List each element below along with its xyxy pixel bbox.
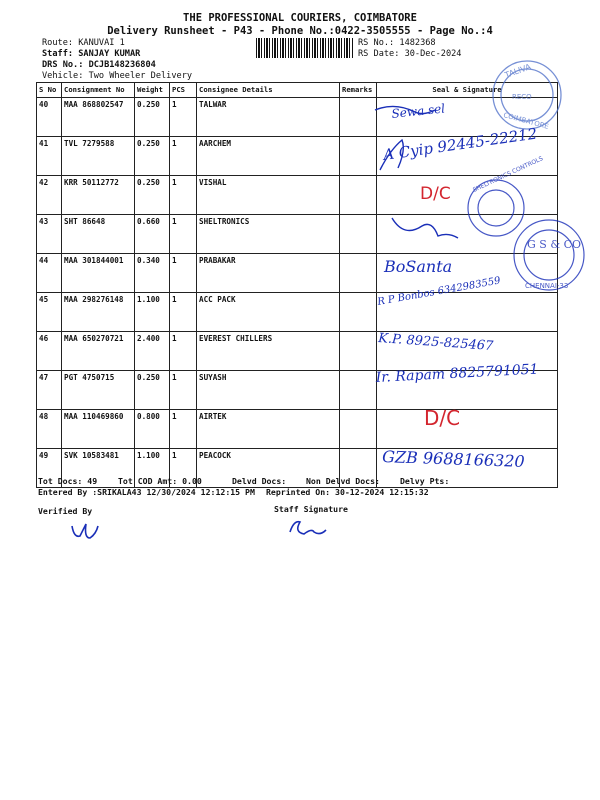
delvd-docs: Delvd Docs: [232, 476, 287, 486]
handwritten-signature: Ir. Rapam 8825791051 [375, 361, 539, 386]
cell-consignee: PRABAKAR [197, 254, 340, 293]
cell-sno: 48 [37, 410, 62, 449]
cell-weight: 0.800 [135, 410, 170, 449]
col-seal-signature: Seal & Signature [377, 83, 558, 98]
cell-remarks [340, 215, 377, 254]
handwritten-signature: K.P. 8925-825467 [377, 331, 494, 355]
cell-remarks [340, 293, 377, 332]
cell-weight: 0.250 [135, 137, 170, 176]
cell-consignment: MAA 110469860 [62, 410, 135, 449]
staff-label: Staff: SANJAY KUMAR [42, 49, 141, 59]
col-consignee: Consignee Details [197, 83, 340, 98]
cell-consignment: PGT 4750715 [62, 371, 135, 410]
cell-consignment: MAA 301844001 [62, 254, 135, 293]
cell-consignee: VISHAL [197, 176, 340, 215]
cell-sno: 43 [37, 215, 62, 254]
cell-sno: 46 [37, 332, 62, 371]
staff-signature [290, 522, 326, 534]
table-row [37, 137, 558, 176]
stamp-text: COIMBATORE [502, 111, 550, 131]
reprinted-on: Reprinted On: 30-12-2024 12:15:32 [266, 487, 429, 497]
cell-consignment: SVK 10583481 [62, 449, 135, 488]
cell-remarks [340, 254, 377, 293]
delvy-pts: Delvy Pts: [400, 476, 450, 486]
table-header-row [37, 83, 558, 98]
cell-pcs: 1 [170, 332, 197, 371]
cell-weight: 0.250 [135, 176, 170, 215]
col-consignment: Consignment No [62, 83, 135, 98]
col-sno: S No [37, 83, 62, 98]
cell-weight: 0.250 [135, 98, 170, 137]
cell-consignment: SHT 86648 [62, 215, 135, 254]
cell-pcs: 1 [170, 176, 197, 215]
dc-mark: D/C [424, 406, 461, 430]
cell-weight: 0.250 [135, 371, 170, 410]
cell-signature [377, 137, 558, 176]
tot-cod-amt: Tot COD Amt: 0.00 [118, 476, 202, 486]
runsheet-table [36, 82, 558, 488]
stamp-text: SHELTRONICS CONTROLS [471, 155, 545, 194]
cell-consignment: MAA 298276148 [62, 293, 135, 332]
stamp-text: G S & CO [527, 238, 582, 251]
cell-weight: 0.340 [135, 254, 170, 293]
cell-consignee: AARCHEM [197, 137, 340, 176]
handwritten-signature: BoSanta [384, 257, 453, 276]
cell-sno: 47 [37, 371, 62, 410]
cell-signature [377, 293, 558, 332]
cell-signature [377, 176, 558, 215]
handwritten-signature: R P Bonbos 6342983559 [376, 275, 502, 308]
table-row [37, 98, 558, 137]
handwritten-signature: Sewa sel [390, 101, 446, 121]
cell-signature [377, 98, 558, 137]
cell-consignee: SUYASH [197, 371, 340, 410]
col-pcs: PCS [170, 83, 197, 98]
cell-signature [377, 332, 558, 371]
non-delvd-docs: Non Delvd Docs: [306, 476, 380, 486]
cell-pcs: 1 [170, 449, 197, 488]
cell-remarks [340, 332, 377, 371]
col-remarks: Remarks [340, 83, 377, 98]
barcode [256, 38, 354, 58]
cell-remarks [340, 410, 377, 449]
cell-weight: 2.400 [135, 332, 170, 371]
cell-pcs: 1 [170, 410, 197, 449]
table-row [37, 449, 558, 488]
cell-remarks [340, 176, 377, 215]
cell-pcs: 1 [170, 215, 197, 254]
rs-no-label: RS No.: 1482368 [358, 38, 436, 48]
cell-weight: 1.100 [135, 293, 170, 332]
cell-weight: 0.660 [135, 215, 170, 254]
dc-mark: D/C [420, 184, 451, 204]
cell-pcs: 1 [170, 137, 197, 176]
handwritten-signature: A Cyip 92445-22212 [382, 124, 539, 164]
table-row [37, 371, 558, 410]
table-row [37, 293, 558, 332]
table-row [37, 410, 558, 449]
cell-signature [377, 254, 558, 293]
cell-consignee: AIRTEK [197, 410, 340, 449]
rs-date-label: RS Date: 30-Dec-2024 [358, 49, 462, 59]
cell-signature [377, 215, 558, 254]
table-row [37, 332, 558, 371]
tot-docs: Tot Docs: 49 [38, 476, 98, 486]
cell-consignee: TALWAR [197, 98, 340, 137]
table-row [37, 254, 558, 293]
vehicle-label: Vehicle: Two Wheeler Delivery [42, 71, 193, 81]
cell-consignment: MAA 868802547 [62, 98, 135, 137]
cell-sno: 49 [37, 449, 62, 488]
cell-consignment: TVL 7279588 [62, 137, 135, 176]
cell-remarks [340, 371, 377, 410]
entered-by: Entered By :SRIKALA43 12/30/2024 12:12:15 PM [38, 487, 255, 497]
cell-sno: 44 [37, 254, 62, 293]
cell-consignee: EVEREST CHILLERS [197, 332, 340, 371]
cell-sno: 45 [37, 293, 62, 332]
stamp-text: TALIVA [503, 62, 533, 80]
cell-consignee: PEACOCK [197, 449, 340, 488]
cell-signature [377, 371, 558, 410]
cell-consignment: KRR 50112772 [62, 176, 135, 215]
cell-signature [377, 410, 558, 449]
cell-pcs: 1 [170, 371, 197, 410]
table-row [37, 215, 558, 254]
cell-weight: 1.100 [135, 449, 170, 488]
cell-pcs: 1 [170, 98, 197, 137]
cell-sno: 42 [37, 176, 62, 215]
verified-signature [72, 524, 98, 538]
cell-sno: 40 [37, 98, 62, 137]
staff-signature-label: Staff Signature [274, 504, 348, 514]
stamp-text: CHENNAI-33 [525, 282, 569, 290]
handwritten-signature: GZB 9688166320 [381, 447, 525, 471]
cell-pcs: 1 [170, 254, 197, 293]
route-label: Route: KANUVAI 1 [42, 38, 125, 48]
cell-sno: 41 [37, 137, 62, 176]
cell-remarks [340, 98, 377, 137]
cell-remarks [340, 137, 377, 176]
runsheet-subtitle: Delivery Runsheet - P43 - Phone No.:0422-3505555 - Page No.:4 [107, 25, 493, 37]
cell-consignee: ACC PACK [197, 293, 340, 332]
company-title: THE PROFESSIONAL COURIERS, COIMBATORE [183, 12, 417, 24]
cell-consignment: MAA 650270721 [62, 332, 135, 371]
table-row [37, 176, 558, 215]
col-weight: Weight [135, 83, 170, 98]
drs-label: DRS No.: DCJB148236804 [42, 60, 156, 70]
cell-consignee: SHELTRONICS [197, 215, 340, 254]
stamp-text: RECO [512, 93, 532, 101]
cell-pcs: 1 [170, 293, 197, 332]
verified-by-label: Verified By [38, 506, 93, 516]
